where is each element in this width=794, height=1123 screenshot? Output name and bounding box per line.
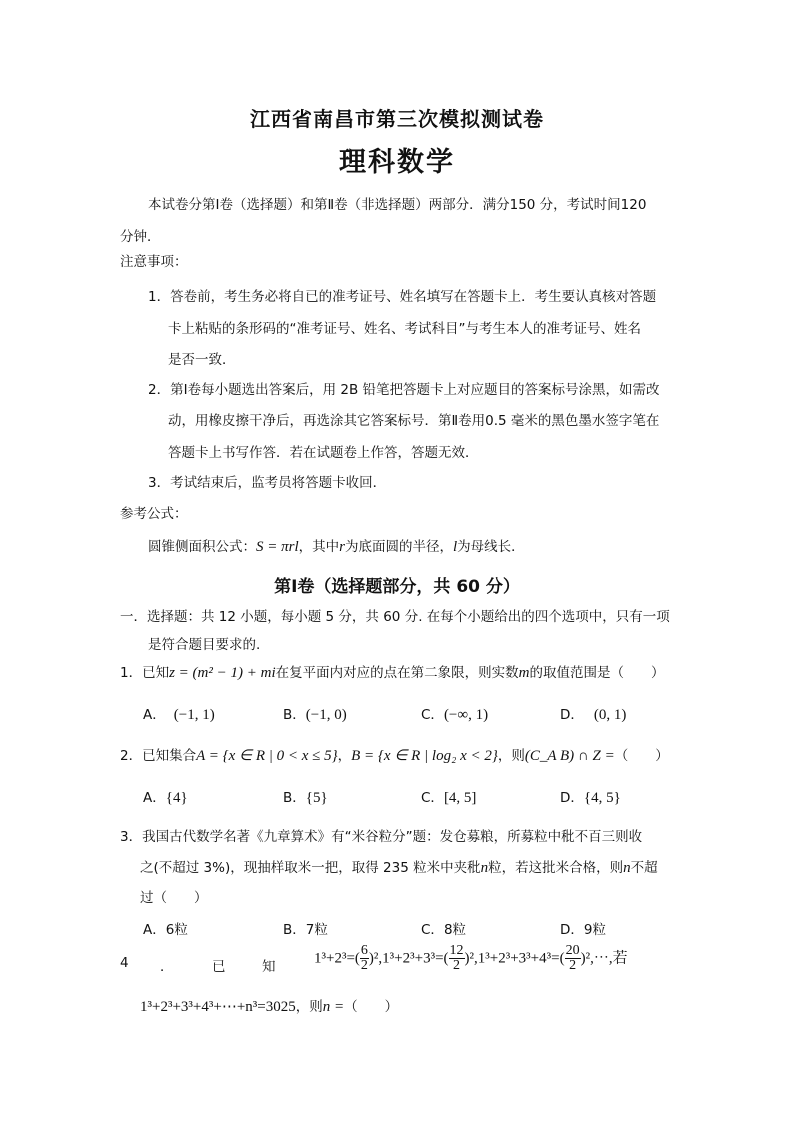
formula-expression: S = πrl: [256, 539, 299, 555]
notice-heading: 注意事项：: [120, 254, 188, 270]
option-label: A．: [143, 922, 166, 938]
formula-heading: 参考公式：: [120, 506, 188, 522]
option-value: (−∞, 1): [443, 707, 489, 723]
question-1-m: m: [518, 665, 530, 681]
question-1-option-a: [143, 703, 215, 724]
fraction-denominator: 2: [569, 958, 577, 973]
question-2-text-c: （ ）: [614, 748, 669, 764]
section-title: 第Ⅰ卷（选择题部分，共 60 分）: [274, 577, 520, 597]
notice-item-1-line-3: 是否一致．: [168, 352, 236, 368]
option-label: C．: [421, 922, 444, 938]
question-2-sep: ，: [337, 748, 352, 764]
question-1-option-b: [283, 703, 347, 724]
question-4-line-2: [140, 995, 398, 1016]
question-4-text-a: ，则: [295, 999, 323, 1015]
formula-text-d: 为母线长．: [457, 539, 525, 555]
question-3-n: n: [480, 860, 489, 876]
question-4-number: 4: [120, 955, 129, 971]
question-1-option-c: [421, 703, 488, 724]
question-1-stem: [120, 661, 664, 682]
question-3-line-1: 3．我国古代数学名著《九章算术》有“米谷粒分”题：发仓募粮，所募粒中秕不百三则收: [120, 829, 643, 845]
option-value: (0, 1): [593, 707, 627, 723]
question-2-text-a: 2．已知集合: [120, 748, 197, 764]
exam-title: 江西省南昌市第三次模拟测试卷: [250, 107, 544, 131]
option-value: 7粒: [305, 922, 328, 938]
question-2-set-b: B = {x ∈ R | log₂ x < 2}: [351, 748, 498, 764]
question-4-text-b: （ ）: [344, 999, 399, 1015]
question-2-option-b: [283, 786, 328, 807]
option-value: (−1, 0): [305, 707, 347, 723]
question-2-option-d: [560, 786, 621, 807]
option-value: 6粒: [165, 922, 188, 938]
question-3-text-c: 不超: [630, 860, 658, 876]
option-label: D．: [560, 790, 584, 806]
intro-line-1: 本试卷分第Ⅰ卷（选择题）和第Ⅱ卷（非选择题）两部分．满分150 分，考试时间120: [148, 197, 647, 213]
question-2-expr: (C_A B) ∩ Z =: [524, 748, 615, 764]
notice-item-3: 3．考试结束后，监考员将答题卡收回．: [148, 475, 387, 491]
option-label: C．: [421, 707, 444, 723]
question-2-option-a: [143, 786, 188, 807]
option-label: D．: [560, 922, 584, 938]
option-label: B．: [283, 922, 306, 938]
formula-text-a: 圆锥侧面积公式：: [148, 539, 256, 555]
option-label: D．: [560, 707, 584, 723]
option-value: (−1, 1): [173, 707, 215, 723]
question-3-option-c: [421, 918, 466, 938]
notice-item-2-line-3: 答题卡上书写作答．若在试题卷上作答，答题无效．: [168, 445, 479, 461]
question-1-option-d: [560, 703, 626, 724]
question-3-text-a: 之(不超过 3%)，现抽样取米一把，取得 235 粒米中夹秕: [140, 860, 481, 876]
section-instruction-2: 是符合题目要求的.: [148, 637, 261, 653]
option-value: {5}: [305, 790, 328, 806]
formula-text-b: ，其中: [298, 539, 340, 555]
question-2-text-b: ，则: [497, 748, 525, 764]
option-label: C．: [421, 790, 444, 806]
question-3-line-3: 过（ ）: [140, 890, 208, 906]
fraction-numerator: 20: [565, 943, 580, 958]
option-value: [4, 5]: [443, 790, 477, 806]
fraction-2: [449, 944, 465, 973]
question-2-set-a: A = {x ∈ R | 0 < x ≤ 5}: [196, 748, 338, 764]
formula-r: r: [339, 539, 345, 555]
intro-line-2: 分钟．: [120, 229, 161, 245]
question-4-part-4: )²,⋯,若: [580, 950, 628, 967]
exam-subject: 理科数学: [339, 147, 455, 178]
question-1-text-c: 的取值范围是（ ）: [529, 665, 665, 681]
question-3-option-b: [283, 918, 328, 938]
question-3-option-d: [560, 918, 606, 938]
option-label: B．: [283, 707, 306, 723]
notice-item-1-line-1: 1．答卷前，考生务必将自已的准考证号、姓名填写在答题卡上．考生要认真核对答题: [148, 289, 657, 305]
fraction-denominator: 2: [360, 958, 368, 973]
formula-line: [148, 535, 525, 556]
question-2-stem: [120, 744, 669, 765]
notice-item-2-line-2: 动，用橡皮擦干净后，再选涂其它答案标号．第Ⅱ卷用0.5 毫米的黑色墨水签字笔在: [168, 413, 660, 429]
question-4-n: n =: [322, 999, 345, 1015]
notice-item-1-line-2: 卡上粘贴的条形码的“准考证号、姓名、考试科目”与考生本人的准考证号、姓名: [168, 321, 641, 337]
question-4-zhi: 知: [262, 959, 276, 975]
notice-item-2-line-1: 2．第Ⅰ卷每小题选出答案后，用 2B 铅笔把答题卡上对应题目的答案标号涂黑，如需改: [148, 382, 660, 398]
section-instruction-1: 一．选择题：共 12 小题，每小题 5 分，共 60 分. 在每个小题给出的四个选项中，只有一项: [120, 609, 670, 625]
question-1-text-a: 1．已知: [120, 665, 170, 681]
question-4-part-1: 1³+2³=(: [314, 950, 360, 967]
formula-text-c: 为底面圆的半径，: [345, 539, 453, 555]
question-1-math: z = (m² − 1) + mi: [169, 665, 276, 681]
option-label: A．: [143, 790, 166, 806]
question-4-part-3: )²,1³+2³+3³+4³=(: [464, 950, 565, 967]
question-4-dot: ．: [160, 959, 174, 975]
fraction-denominator: 2: [453, 958, 461, 973]
fraction-3: [565, 944, 581, 973]
question-4-sum: 1³+2³+3³+4³+⋯+n³=3025: [140, 999, 296, 1015]
option-value: 9粒: [583, 922, 606, 938]
option-label: A．: [143, 707, 166, 723]
option-value: {4, 5}: [583, 790, 621, 806]
option-label: B．: [283, 790, 306, 806]
question-4-yi: 已: [212, 959, 226, 975]
question-1-text-b: 在复平面内对应的点在第二象限，则实数: [275, 665, 519, 681]
question-4-series: [314, 944, 628, 973]
question-3-option-a: [143, 918, 188, 938]
formula-l: l: [453, 539, 458, 555]
fraction-1: [360, 944, 369, 973]
fraction-numerator: 6: [360, 943, 368, 958]
option-value: {4}: [165, 790, 188, 806]
question-3-line-2: [140, 856, 658, 877]
question-3-n: n: [623, 860, 631, 876]
option-value: 8粒: [443, 922, 467, 938]
question-4-part-2: )²,1³+2³+3³=(: [368, 950, 449, 967]
question-2-option-c: [421, 786, 476, 807]
fraction-numerator: 12: [449, 943, 464, 958]
question-3-text-b: 粒，若这批米合格，则: [488, 860, 624, 876]
